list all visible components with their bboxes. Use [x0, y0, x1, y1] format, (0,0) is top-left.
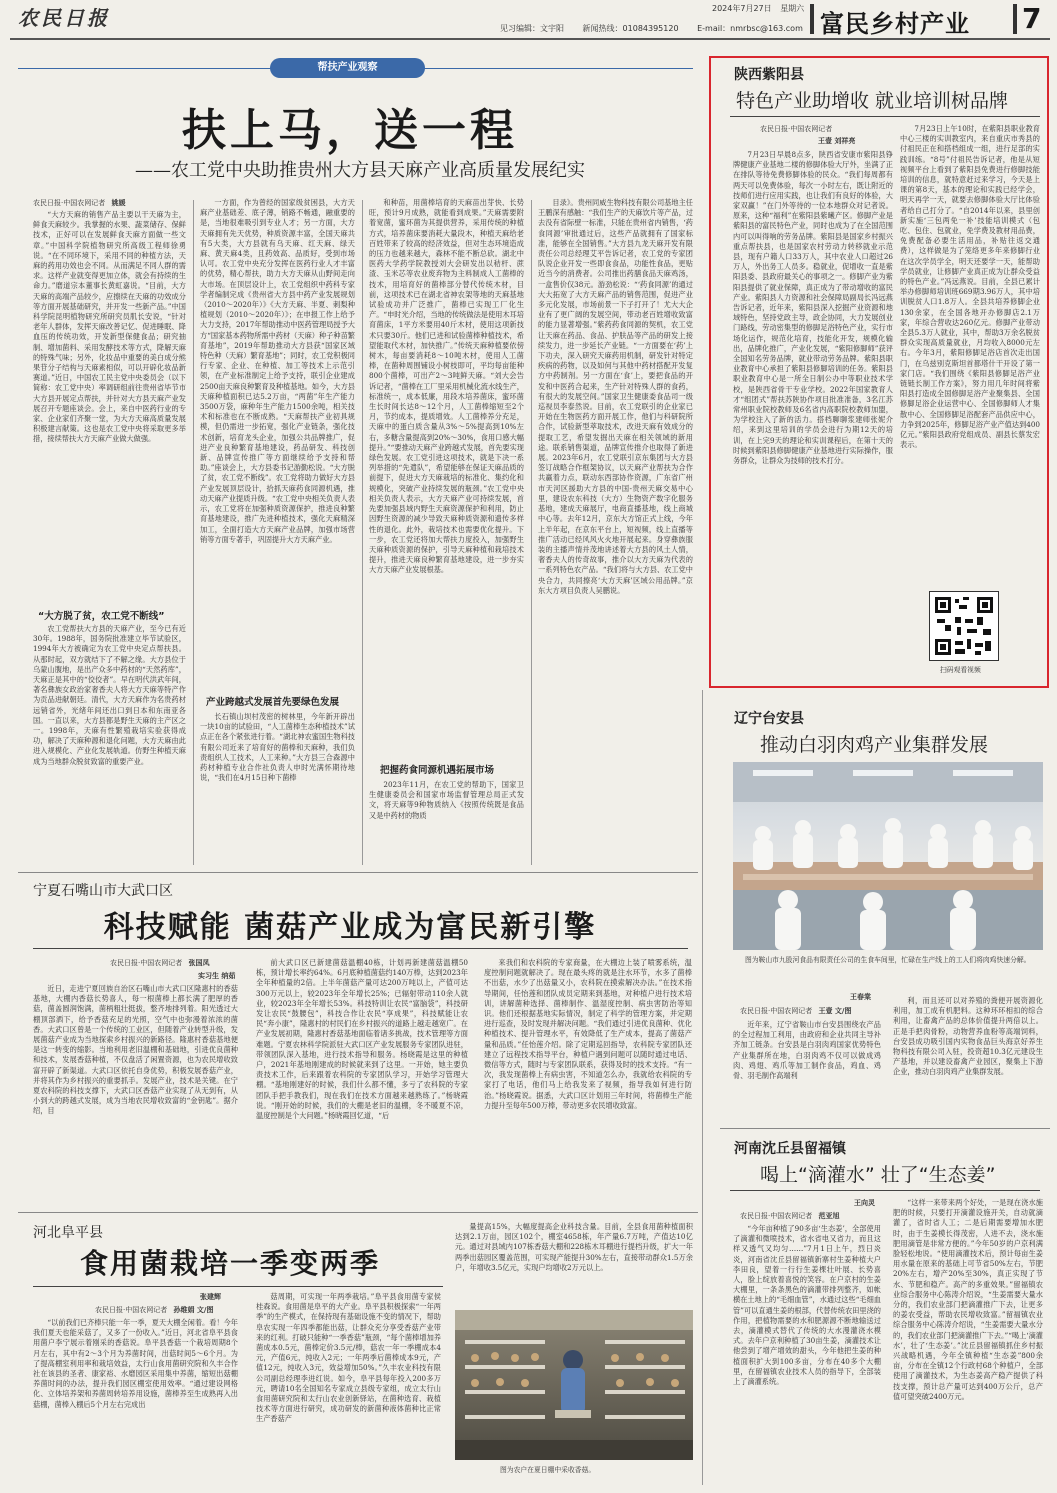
lead-author: 姚媛: [111, 199, 126, 207]
lead-col2b-text: 长石镇山坝村茂密的树林里，今年新开辟出一块10亩的试验田，“人工菌棒生态种植技术”试点正在各个紧张进行着。“湖北神农蜜国生物科技有限公司近来了培育好的菌棒和天麻种，我们负责组织人工技术，人工来种。”大方县三合森源中药材种植专业合作社负责人申时光满怀期待地说，“我们在4月15日种下菌棒: [200, 712, 355, 783]
liaoning-author: 王壹 文/图: [818, 1007, 852, 1015]
ningxia-column-1: [33, 984, 238, 1206]
hebei-photo-caption: 图为农户在夏日棚中采收香菇。: [500, 1466, 596, 1474]
qr-icon: [933, 595, 995, 657]
henan-col1-text: “今年亩种植了90多亩‘生态姜’，全部使用了滴灌和微喷技术，省水省电又省力，而且这样又透气又均匀……”7月1日上午，烈日炎炎，河南省沈丘县留福镇新寨村生姜种植大户李田良，望着一行行生姜棵壮叶展、长势喜人，脸上绽放着喜悦的笑容。在户京村的生姜大棚里，一条条黑色的滴灌带排列整齐，如帐横在土地上的“毛细血管”，水通过这些“毛细血管”可以直通生姜的根部，代替传统农田里浇的作用，把植物需要的水和肥源源不断地输送过去，滴灌模式替代了传统的大水漫灌浇水模式。去年户京利种植了30亩生姜，滴灌技术让他尝到了增产增效的甜头，今年他把生姜的种植面积扩大到100多亩，分布在40多个大棚里，在留福镇农业技术人员的指导下，全部装上了滴灌系统。: [733, 1224, 881, 1387]
ningxia-author: 张国凤: [188, 959, 210, 967]
hebei-title: 食用菌栽培一季变两季: [80, 1247, 381, 1280]
masthead-date: [712, 3, 804, 14]
hebei-col2-text: 菇周期，可实现一年两季栽培。”阜平县食用菌专家侯桂森说。食用菌是阜平的大产业。阜平县积极探索“一年两季”的生产模式，在保持现有基础设施不变的情况下，帮助阜农实现一年四季都能出菇，让群众充分享受香菇产业带来的红利。打破只能种“一季香菇”瓶颈，“每个菌棒增加养菌成本0.5元，菌棒定价3.5元/棒，菇农一年一季棚成本4元，产值6元，纯收入2元；一年两季后菌棒成本9元，产值12元，纯收入3元，效益增加50%。”久丰农业科技有限公司副总经理李进红说。如今，阜平县每年投入200多万元，聘请10名全国知名专家成立县级专家组，成立太行山食用菌研究院和太行山农业创新驿站，在菌种选育、栽植技术等方面进行研究，成功研发的新菌种液体菌种比正常生产香菇产: [256, 1292, 441, 1424]
lead-column-3: [369, 198, 524, 758]
lead-col-divider-1: [193, 200, 194, 865]
liaoning-byline: [740, 1006, 851, 1016]
liaoning-title: 推动白羽肉鸡产业集群发展: [760, 734, 989, 756]
lead-col1-text: “大方天麻的销售产品主要以干天麻为主，鲜食天麻较少。我掌握的水果、蔬菜储存、保鲜技术，正好可以在发展鲜食天麻方面做一些文章。”中国科学院植物研究所高级工程师徐勇说。“在不同环境下，采用不同的种植方法，天麻的药用功效也会不同。从而满足不同人群的需求。这样产业就变得更加立体，就会有持续的生命力。”磨道宗本董事长黄虹嘉说。“目前，大方天麻的高端产品较少，应擦续在天麻的功效成分等方面开展基础研究，并开发一些新产品。”中国科学院昆明植物研究所研究员肌长安说，“针对老年人群体，发挥天麻改善记忆、促进睡眠、降血压的传统功效，开发新型保健食品；研究抽制、增加菌料、采用发酵技术等方式，降解天麻的特殊气味；另外，化妆品中重要的美白成分熊果苷分子结构与天麻素相似，可以开辟化妆品新赛道。”近日，中国农工民主党中央委员会（以下简称：农工党中央）率调研组前往贵州省毕节市大方县开展定点帮扶，并针对大方县天麻产业发展召开专题座谈会。会上，来自中医药行业的专家、企业家们齐聚一堂，为大方天麻高质量发展积极建言献策。这也是农工党中央将采取更多举措，接续帮扶大方天麻产业做大做强。: [33, 210, 186, 444]
hebei-col1-text: “以前我们已齐棒只能一年一季，夏天大棚全闲着。看！今年我们夏天也能采菇了，又多了一份收入。”近日，河北省阜平县食用菌户李宁展示着刚采的香菇说。阜平县香菇一个栽培周期8个月左右，其中有2～3个月为养菌时间，出菇时间5～6个月。为了提高棚室利用率和栽培效益，太行山食用菌研究院和久丰合作社在该县的圣者、康家裕、水磨园区采用集中养菌，缩短出菇棚养菌时间的办法，提升我们园区棚室使用效率。“通过建设网格化、立体培养架和养菌周转培养用设施，菌棒养至生成熟再入出菇棚，菌棒入棚后5个月左右完成出: [33, 1318, 238, 1409]
ningxia-top-rule: [18, 872, 698, 873]
hebei-author-2: 张建辉: [200, 1293, 221, 1301]
henan-column-1: [733, 1224, 881, 1486]
henan-title-rule: [730, 1190, 1040, 1191]
hebei-author: 孙维娟 文/图: [173, 1306, 214, 1314]
shaanxi-region: 陕西紫阳县: [734, 67, 804, 83]
masthead-info: [500, 23, 803, 34]
lead-subtitle: ——农工党中央助推贵州大方县天麻产业高质量发展纪实: [135, 160, 585, 181]
shaanxi-byline: [760, 124, 832, 134]
qr-caption: 扫码观看视频: [940, 666, 981, 674]
liaoning-col2-text: 利，而且还可以对养殖的粪便开展资源化利用，加工成有机肥料。这种环环相扣的综合利用，让畜禽产品的总体价值提升两倍以上。正是手把肉骨粉，动物营养血粉等高端饲料，台安县成功吸引国内实物食品巨头海京好养生物科技有限公司入驻，投资超10.3亿元建设生产基地，并以建设畜禽产业园区，聚集上下游企业，推动白羽肉鸡产业集群发展。: [893, 996, 1043, 1077]
masthead: [0, 0, 1057, 40]
lead-tag-text: 帮扶产业观察: [317, 62, 378, 73]
ningxia-col2-text: 前大武口区已新建菌菇温棚40栋，计划再新建菌菇温棚50栋，预计增长率约64%。6月底种植菌菇约140万棒，达到2023年全年种植量的2倍。上半年菌菇产量可达200万吨以上，产值可达300万元以上，较2023年全年增长25%；已辐射带动110余人就业，较2023年全年增长53%。科技特训让农民“富脑袋”，科技研发让农民“鼓腰包”，科技合作让农民“享成果”，科技赋能让农民“奔小康”，隆惠村的村民们在乡村振兴的道路上越走越宽广。在产业发展初期，隆惠村香菇基地面临着诸多挑战，技术管理等方面难题。宁夏农林科学院派驻大武口区产业发展服务专家团队进驻，带领团队深入基地，进行技术指导和服务。杨晓霞是这里的种植户，2021年基地刚建成的时候就来到了这里。一开始，她主要负责技术工作，后来跟着农科院的专家团队学习，开始学习管理大棚。“基地刚建好的时候，我们什么都不懂，多亏了农科院的专家团队手把手教我们，现在我们在技术方面越来越熟练了。”杨晓霞说。“刚开始的时候，我们的大棚是老旧的温棚，冬不暖夏不凉，温度控制是个大问题。”杨晓霞回忆道，“后: [256, 958, 468, 1121]
hotline-text: 新闻热线：01084395120: [582, 24, 679, 33]
ningxia-byline: [110, 958, 209, 968]
masthead-section: 富民乡村产业: [820, 10, 970, 38]
henan-column-2: [893, 1198, 1043, 1486]
liaoning-bottom-rule: [720, 1128, 1050, 1129]
shaanxi-title-rule: [730, 116, 1040, 117]
masthead-rule: [10, 38, 1050, 40]
lead-col2-text: 一方面，作为曾经的国家级贫困县，大方天麻产业基础差、底子薄，销路不畅通，融重要的是，当地很难吸引到专业人才；另一方面，大方天麻拥有先天优势，种质资源丰富，全国天麻共有5大类，大方县就有乌天麻、红天麻、绿天麻、黄天麻4类，且药效高、品质好，受到市场认可。农工党中央充分发挥在医药行业人才丰富的优势，精心帮扶，助力大方天麻从山野间走向大市场。在顶层设计上，农工党组织中药科专家学者编制完成《贵州省大方县中药产业发展规划（2010～2020年）》《大方天麻、半夏、刺梨种植规划（2010～2020年）》；在申报工作上给予大力支持，2017年帮助推动中医药管理局授予大方“国家基本药物所需中药材（天麻）种子种苗繁育基地”，2019年帮助推动大方县获“国家区域特色种（天麻）繁育基地”；同时，农工党积极同行专家、企业、在种植、加工等技术上示范引领，在产业标准制定上给予支持，联引企业建成2500亩天麻良种繁育及种植基地。如今，大方县天麻种植面积已达5.2万亩，“两菌”年生产能力3500万袋，麻种年生产能力1500余吨，相关技术和标准也在不断成熟。“天麻帮扶产业初具规模，但仍需进一步拓宽，强化产业链条，强化技术创新，培育龙头企业，加强公共品牌推广，促进产业良种繁育基地建设，药品研发、科技创新、品牌宣传推广等方面继续给予支持和帮助。”座谈会上，大方县委书记游勤松说。“大方脱了贫，农工党不断线”。农工党将助力做好大方县产业发展顶层设计，拾抓天麻药食同源机遇，推动天麻产业提质升级。“农工党中央相关负责人表示，农工党将在加强种质资源保护，推进良种繁育基地建设，推广先进种植技术，强化天麻精深加工，全面打造大方天麻产业品牌，加强市场营销等方面专著手，巩固提升大方天麻产业。: [200, 198, 355, 544]
ningxia-column-2: [256, 958, 468, 1206]
weekday-text: 星期六: [780, 4, 805, 13]
liaoning-photo: [733, 762, 1043, 950]
henan-author: 范亚旭: [818, 1212, 840, 1220]
ningxia-column-3: [484, 958, 692, 1206]
lead-col3-text: 和种苗，用菌棒培育的天麻苗出芽快、长势旺，预计9月成熟，就能看到成果。”天麻需要附着宽菌，蜜环菌为其提供营养，采用传统的种植方式，培养菌床要消耗大量段木，种植天麻给老百姓带来了较高的经济效益，但对生态环境造成的压力也越来越大，森林不能不断总砍。湖北中医药大学药学院教授刘大会研发出以秸杆、蔗渣、玉米芯等农业废弃物为主料制成人工菌棒的技术，用培育好的菌棒部分替代传统木材，目前，这项技术已在湖北省神农架等地的天麻基地试验成功并广泛推广，菌棒已实现工厂化生产。“申时光介绍，当地的传统做法是使用木耳培育菌床，1平方米要用40斤木材，使用这项新技术只要30斤。他们已进和试验菌棒种植技术，希望能取代木材，加快推广。”传统天麻种植要依傍树木，每亩要消耗8～10吨木材，使用人工菌棒，在菌种周围铺设小树枝即可，平均每亩能种800个菌棒，可出产2～3吨鲜天麻。“刘大会告诉记者，“菌棒在工厂里采用机械化流水线生产，标准统一，成本低廉，用段木培养菌床，蜜环菌生长时间长达8～12个月，人工菌棒缩短至2个月，节约成本，提质增效。人工菌棒养分充足，天麻中的蛋白质含量从3%～5%提高到10%左右，多糖含量提高到20%～30%，食用口感大幅提升。”“要推动天麻产业跨越式发展，首先要实现绿色发展。农工党引进这项技术，就是下决一系列举措的“先遣队”，希望能够在保证天麻品质的前提下，促进大方天麻栽培的标准化、集约化和规模化，突破产业持续发展的瓶颈。”农工党中央相关负责人表示，大方天麻产业可持续发展，首先要加强县域内野生天麻资源保护和利用，防止因野生资源的减少导致天麻种质资源和遗传多样性的退化。此外，栽培技术也需要优化提升。下一步，农工党还将加大帮扶力度投入，加强野生天麻种质资源的保护，引导天麻种植和栽培技术提升，推进天麻良种繁育基地建设，进一步夯实大方天麻产业发展根基。: [369, 198, 524, 575]
shaanxi-column-2: [900, 124, 1040, 584]
hebei-column-3: [455, 1222, 693, 1304]
lead-col-divider-3: [531, 200, 532, 865]
liaoning-photographer: 王春棠: [850, 993, 871, 1001]
liaoning-col1-text: 近年来，辽宁省鞍山市台安县围绕农产品的全过程加工利用，由政府和企业共同主导补齐加工链条。台安县是白羽肉鸡国家优势特色产业集群所在地，白羽肉鸡不仅可以做成鸡肉、鸡翅、鸡爪等加工制作食品，鸡血、鸡骨、羽毛制作高端利: [733, 1020, 881, 1081]
lead-column-3b: [369, 780, 524, 864]
lead-subhead-c: 把握药食同源机遇拓展市场: [380, 765, 495, 776]
hebei-column-2: [256, 1292, 441, 1486]
henan-photographer: 王向灵: [854, 1199, 875, 1207]
ningxia-title-rule: [33, 948, 688, 949]
hebei-byline: [95, 1305, 213, 1315]
lead-subhead-b: 产业跨越式发展首先要绿色发展: [206, 697, 340, 708]
factory-workers-image: [733, 762, 1043, 950]
henan-col2-text: “这样一来带来两个好处，一是现在浇水施肥的时候，只要打开滴灌设施开关，自动就滴灌了，省时省人工；二是后期需要增加水肥时，由于生姜模长得茂密，人进不去，浇水施肥用滴管是非常方便的。”今年50岁的户京利满脸轻松地说。“使用滴灌技术后，预计每亩生姜用水量在原来的基础上可节省50%左右，节肥20%左右，增产20%至30%，真正实现了节水、节肥和稳产。高产的多重效果。”留福镇农业综合服务中心陈涛介绍说，“生姜需要大量水分的，我们农业部门把滴灌推广下去，让更多的姜农受益，帮助农民增收致富。”留福镇农业综合服务中心陈涛介绍说，“生姜需要大量水分的，我们农业部门把滴灌推广下去。”“喝上‘滴灌水’，壮了‘生态姜’。”沈丘县留福镇抓住乡村振兴战略机遇，今年全镇种植“生态姜”800余亩，分布在全镇12个行政村68个种植户，全部使用了滴灌技术，为生态姜高产稳产提供了科技支撑，预计总产量可达到400万公斤，总产值可望突破2400万元。: [893, 1198, 1043, 1401]
lead-column-4: [538, 198, 693, 864]
lead-col3b-text: 2023年11月，在农工党的帮助下，国家卫生健康委员会和国家市场监督管理总局正式发文，将天麻等9种物质纳入《按照传统既是食品又是中药材的物质: [369, 780, 524, 820]
lead-column-1b: [33, 624, 186, 864]
henan-byline-org: 农民日报·中国农网记者: [740, 1212, 813, 1220]
liaoning-byline-org: 农民日报·中国农网记者: [740, 1007, 813, 1015]
liaoning-column-1: [733, 1020, 881, 1122]
lead-col1b-text: 农工党帮扶大方县的天麻产业，至今已有近30年。1988年，国务院批准建立毕节试验区，1994年大方被确定为农工党中央定点帮扶县。从那时起，双方就结下了不解之缘。大方县位于乌蒙山腹地，是出产众多中药材的“天然药库”，天麻正是其中的“佼佼者”。早在明代洪武年间，著名彝族女政治家奢香夫人将大方天麻等特产作为贡品进献朝廷。清代，大方天麻作为名贵药材远销省外，光绪年间还出口到日本和东南亚各国。一直以来，大方县都是野生天麻的主产区之一。1998年，天麻有性繁殖栽培实验获得成功，解决了天麻种源和退化问题，大方天麻由此进入规模化、产业化发展轨道。仿野生种植天麻成为当地群众脱贫致富的重要产业。: [33, 624, 186, 766]
ningxia-col3-text: 来我们和农科院的专家商量，在大棚边上装了喷雾系统，温度控制问题就解决了。现在最头疼的就是注水环节，水多了菌棒不出菇，水少了出菇量又小，农科院在摸索解决办法。”在技术指导期间，任怡莲和团队成员定期来到基地，对种植户进行技术培训，讲解菌种选择、菌棒制作、温湿度控制、病虫害防治等知识。他们还根据基地实际情况，制定了科学的管理方案，并定期进行巡查，及时发现并解决问题。“我们通过引进优良菌种、优化种植技术、提升管理水平，有效降低了生产成本，提高了菌菇产量和品质。”任怡莲介绍。除了定期巡回指导，农科院专家团队还建立了远程技术指导平台，种植户遇到问题可以随时通过电话、微信等方式，随时与专家团队联系，获得及时的技术支持。“有一次，我发现菌棒上有病虫害，不知道怎么办，我就给农科院的专家打了电话，他们马上给我发来了视频，指导我如何进行防治。”杨晓霞说。据悉，大武口区计划用三年时间，将菌棒生产能力提升至每年500万棒，带动更多农民增收致富。: [484, 958, 692, 1110]
hebei-title-rule: [33, 1286, 443, 1287]
ningxia-col1-text: 近日，走进宁夏回族自治区石嘴山市大武口区隆惠村的香菇基地，大棚内香菇长势喜人，每一根菌棒上都长满了肥厚的香菇，菌盖圆润饱满，菌柄粗壮挺拔，整齐地排列着。阳光透过大棚顶部洒下，给予香菇充足的光照，空气中也弥漫着浓浓的菌香。大武口区曾是一个传统的工业区，但随着产业转型升级，发展菌菇产业成为当地探索乡村振兴的新路径。隆惠村香菇基地便是这一转变的缩影。当地利用老旧温棚和基础地，引进优良菌种和技术，发展香菇种植，不仅盘活了闲置资源，也为农民增收致富开辟了新渠道。大武口区依托自身优势，积极发展香菇产业，并将其作为乡村振兴的重要抓手。发展产业，技术是关键。在宁夏农科院的科技支撑下，大武口区香菇产业实现了从无到有，从小到大的跨越式发展，成为当地农民增收致富的“金钥匙”。据介绍，目: [33, 984, 238, 1116]
shaanxi-col1-text: 7月23日早晨8点多，陕西省安康市紫阳县铮牌健康产业基地二楼的修脚体验大厅外，坐满了正在排队等待免费修脚体验的民众。“我们每周都有两天可以免费体验，每次一小时左右，既让附近的技师们进行应用实践，也让我们有良好的体验，大家双赢！”在门外等待的一位本地群众对记者说。原来，这种“福利”在紫阳县紫曦产区。修脚产业是紫阳县的富民特色产业，同时也成为了在全国范围内可以叫得响的劳务品牌。紫阳县是国家乡村振兴重点帮扶县，也是国家农村劳动力转移就业示范县，现有户籍人口33万人，其中农业人口超过26万人，外出务工人员多。稳就业，促增收一直是紫阳县委、县政府最关心的事项之一。修脚产业为紫阳县提供了就业保障，真正成为了带动增收的富民产业。紫阳县人力资源和社会保障局副局长冯远燕告诉记者，近年来，紫阳县深入挖掘产业资源和地域特色，坚持党政主导，政企协同，大力发展创业门路线，劳动密集型的修脚足浴特色产业，实行市场化运作，规范化培育，技能化开发，规模化输出，品牌化推广，产业化发展，“紫阳修脚师”获评全国知名劳务品牌，就业带动劳务品牌。紫阳县职业教育中心承担了紫阳县修脚培训的任务。紫阳县职业教育中心是一所全日制公办中等职业技术学校，是陕西省骨干专业学校。2022年国家教育人才“组团式”帮扶苏陕协作项目批准准备，3名江苏常州职业院校教师及6名省内高职院校教师加盟，为学校注入了新的活力。搭档聊聊浆建师张妮介绍，来到这里培训的学员会进行为期12天的培训，在上完9天的理论和实训课程后，在第十天的时候到紫阳县修脚健康产业基地进行实际操作，服务群众，让群众为技师的技术打分。: [733, 150, 893, 466]
lead-byline-org: 农民日报·中国农网记者: [33, 199, 106, 207]
shaanxi-title: 特色产业助增收 就业培训树品牌: [736, 90, 1009, 112]
qr-code[interactable]: [930, 592, 998, 660]
hebei-column-1: [33, 1318, 238, 1486]
date-text: 2024年7月27日: [712, 4, 772, 13]
henan-byline: [740, 1211, 839, 1221]
ningxia-region: 宁夏石嘴山市大武口区: [33, 883, 173, 899]
ningxia-author-2: 实习生 纳茹: [198, 972, 236, 980]
shaanxi-col2-text: 7月23日上午10时，在紫阳县职业教育中心三楼的实训教室内，来自重庆市秀县的付祖民正在和搭档组成一组，进行足部的实践训练。“8号”付祖民告诉记者，他是从短视频平台上看到了紫阳县免费进行修脚技能培训的信息，就特意赶过来学习，今天是上课的第8天，基本的理论和实践已经学会，明天再学一天，就要去修脚体验大厅比体验者给自己打分了。“自2014年以来，县里创新实施‘三包两免一补’技能培训模式（包吃、包住、包就业，免学费及教材用品费，免费配备必要生活用品，补贴往返交通费），这样做是为了笼络更多年来修脚行业在这次学员学全，明天还要学一天，能帮助学员就业，让修脚产业真正成为让群众受益的特色产业。”冯远燕说。目前，全县已累计举办修脚师培训班669期3.96万人，其中培训脱贫人口1.8万人。全县共培养修脚企业130余家，在全国各地开办修脚店2.1万家，年综合营收达260亿元。修脚产业带动全县5.3万人就业，其中，帮助3万余名脱贫群众实现高质量就业，月均收入8000元左右。今年3月，紫阳修脚足浴店首次走出国门，在乌兹别克斯坦首都塔什干开设了第一家门店。“我们围绕《紫阳县修脚足浴产业链链长制工作方案》，努力用几年时间将紫阳县打造成全国修脚足浴产业聚集县、全国修脚足浴企业运营中心、全国修脚师人才集散中心、全国修脚足浴配套产品供应中心，力争到2025年，修脚足浴产业产值达到400亿元。”紫阳县政府党组成员、副县长蔡发宏表示。: [900, 124, 1040, 450]
shaanxi-column-1: [733, 150, 893, 680]
hebei-region: 河北阜平县: [33, 1225, 103, 1241]
hebei-photo: [455, 1310, 693, 1460]
lead-column-1: [33, 210, 186, 600]
ningxia-bottom-rule: [18, 1212, 698, 1213]
editor-text: 见习编辑：文宇阳: [500, 24, 564, 33]
lead-subhead-a: “大方脱了贫，农工党不断线”: [38, 611, 165, 622]
masthead-divider: [810, 4, 814, 34]
masthead-logo: 农民日报: [18, 6, 110, 30]
shaanxi-author: 王壹 刘祥亮: [818, 137, 856, 145]
lead-title: 扶上马，送一程: [182, 105, 518, 156]
email-text: E-mail：nmrbsc@163.com: [697, 24, 803, 33]
lead-column-2: [200, 198, 355, 688]
lead-tag: [270, 58, 425, 78]
ningxia-title: 科技赋能 菌菇产业成为富民新引擎: [103, 910, 597, 945]
mushroom-greenhouse-image: [455, 1310, 693, 1460]
liaoning-region: 辽宁台安县: [734, 711, 804, 727]
masthead-divider-2: [1013, 4, 1017, 34]
lead-col-divider-2: [362, 200, 363, 865]
liaoning-column-2: [893, 996, 1043, 1122]
ningxia-byline-org: 农民日报·中国农网记者: [110, 959, 183, 967]
liaoning-photo-caption: 图为鞍山市九股河食品有限责任公司的生食车间里，忙碌在生产线上的工人们将肉鸡快速分解。: [745, 956, 1031, 964]
lead-column-2b: [200, 712, 355, 864]
lead-col4-text: 目录》。贵州同威生物科技有限公司基地主任王鹏深有感触：“我们生产的天麻饮片等产品，过去没有省际壁一标准，只能在贵州省内销售，‘药食同源’审批通过后，这些产品就拥有了国家标准，能够在全国销售。”大方县九龙天麻开发有限责任公司总经理艾平告诉记者，农工党的专家团队说企业开发一些即食食品，功能性食品，更贴近当今的消费者。公司推出药膳食品天麻鸡汤，一盒售价仅38元。游劲松说：“‘药食同源’的通过大大拓宽了大方天麻产品的销售范围，促进产业多元化发展，市场前景一下子打开了！尤大大企业有了更广阔的发展空间，带动老百姓增收致富的能力显著增强。”紫药药食同源的契机，农工党让天麻在药品、食品、护肤品等产品的研发上接续发力，进一步延长产业链。“一方面要在‘药’上下功夫，深入研究天麻药用机制，研发针对特定疾病的药物，以及如何与其他中药材搭配开发复方中药制剂。另一方面在‘食’上，要把食品的开发和中医药合起来，生产针对特殊人群的食药，有很大的发展空间。”国家卫生健康委食品司一级巡视员李泰然说。目前，农工党联引的企业家已开始在生物医药方面开展工作，他们与科研院所合作，试验新型萃取技术，改进天麻有效成分的提取工艺，希望发掘出天麻在相关领域的新用途。联系销售渠道，品牌宣传推介也取得了新进展。2023年6月，农工党联引京东集团与大方县签订战略合作框架协议，以天麻产业帮扶为合作共赢着力点，联动东西部协作资源，广东省广州市天河区援助大方县的中国-贵州天麻交易中心里，建设农东科技（大方）生物资产数字化服务基地，建成天麻展厅，电商直播基地，线上商城中心等。去年12月，京东大方馆正式上线，今年上半年起，在京东平台上，短视频，线上直播等推广活动已经风风火火地开展起来。身穿彝族服装的主播声情并茂地讲述着大方县的风土人情，奢香夫人的传奇故事，推介以大方天麻为代表的一系列特色农产品。“我们将与大方县、农工党中央合力，共同擦亮‘大方天麻’区域公用品牌。”京东大方项目负责人吴鹏说。: [538, 198, 693, 595]
hebei-byline-org: 农民日报·中国农网记者: [95, 1306, 168, 1314]
hebei-col3-text: 量提高15%，大幅度提高企业科技含量。目前，全县食用菌种植面积达到2.1万亩，园区102个，棚室4658栋，年产量6.7万吨，产值达10亿元。通过对县域内107栋香菇大棚和228栋木耳棚进行提档升级，扩大一年两季出菇园区覆盖范围，可实现产能提升30%左右，直接带动群众1.5万余户，年增收3.5亿元，实现户均增收2万元以上。: [455, 1222, 693, 1272]
lead-byline: [33, 198, 125, 208]
page-column-divider: [702, 690, 703, 1485]
shaanxi-byline-org: 农民日报·中国农网记者: [760, 125, 833, 133]
henan-region: 河南沈丘县留福镇: [734, 1141, 846, 1157]
masthead-page-number: 7: [1022, 2, 1042, 35]
henan-title: 喝上“滴灌水” 壮了“生态姜”: [760, 1164, 996, 1186]
